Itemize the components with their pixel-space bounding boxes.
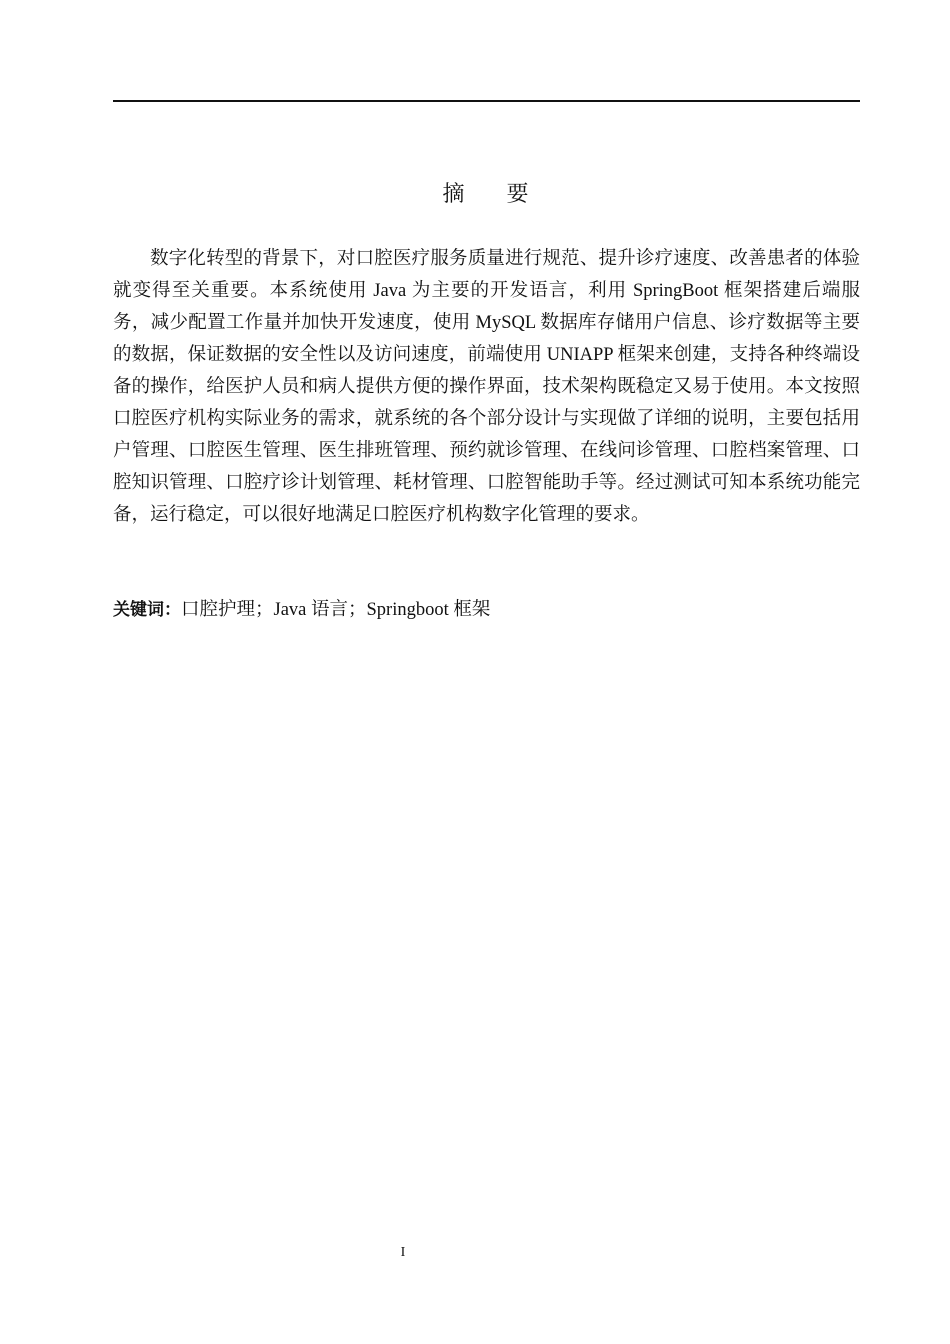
keywords-label: 关键词： <box>113 600 181 620</box>
abstract-title <box>113 180 860 210</box>
header-rule <box>113 100 860 102</box>
abstract-body: 数字化转型的背景下，对口腔医疗服务质量进行规范、提升诊疗速度、改善患者的体验就变得至关重要。本系统使用 Java 为主要的开发语言，利用 SpringBoot 框架搭建后端服务，减少配置工作量并加快开发速度，使用 MySQL 数据库存储用户信息、诊疗数据等主要的数据，保证数据的安全性以及访问速度，前端使用 UNIAPP 框架来创建，支持各种终端设备的操作，给医护人员和病人提供方便的操作界面，技术架构既稳定又易于使用。本文按照口腔医疗机构实际业务的需求，就系统的各个部分设计与实现做了详细的说明，主要包括用户管理、口腔医生管理、医生排班管理、预约就诊管理、在线问诊管理、口腔档案管理、口腔知识管理、口腔疗诊计划管理、耗材管理、口腔智能助手等。经过测试可知本系统功能完备，运行稳定，可以很好地满足口腔医疗机构数字化管理的要求。 <box>113 249 860 525</box>
keywords-line <box>113 594 860 626</box>
keywords-value: 口腔护理；Java 语言；Springboot 框架 <box>181 600 491 620</box>
title-char-2: 要 <box>506 182 531 207</box>
title-char-1: 摘 <box>442 182 467 207</box>
page-number: I <box>400 1245 406 1260</box>
